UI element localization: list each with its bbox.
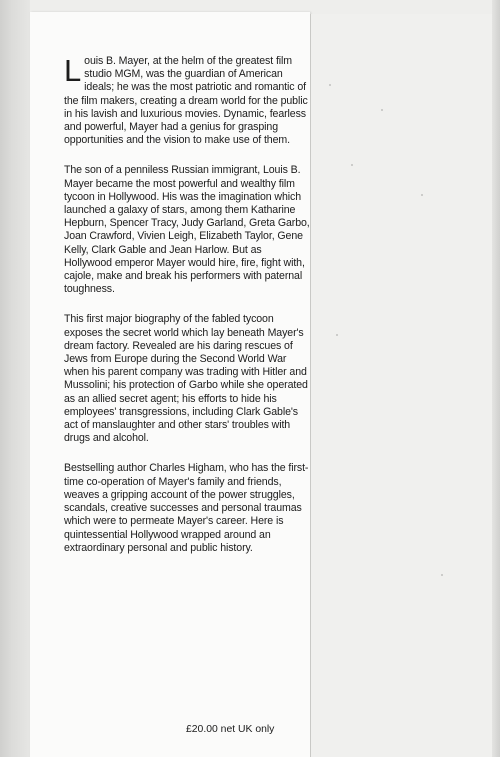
price-label: £20.00 net UK only <box>186 724 275 735</box>
book-board <box>310 14 500 757</box>
blurb-paragraph-1-text: ouis B. Mayer, at the helm of the greatest film studio MGM, was the guardian of American ideals; he was the most patriotic and romantic of the film makers, creating a dream world for the public in his lavish and luxurious movies. Dynamic, fearless and powerful, Mayer had a genius for grasping opportunities and the vision to make use of them. <box>64 55 308 147</box>
blurb-paragraph-1 <box>64 55 310 147</box>
dust-speck <box>421 194 423 196</box>
blurb-paragraph-2: The son of a penniless Russian immigrant, Louis B. Mayer became the most powerful and wealthy film tycoon in Hollywood. His was the imagination which launched a galaxy of stars, among them Katharine Hepburn, Spencer Tracy, Judy Garland, Greta Garbo, Joan Crawford, Vivien Leigh, Elizabeth Taylor, Gene Kelly, Clark Gable and Jean Harlow. But as Hollywood emperor Mayer would hire, fire, fight with, cajole, make and break his performers with paternal toughness. <box>64 164 310 296</box>
jacket-right-edge <box>492 0 500 757</box>
dust-speck <box>351 164 353 166</box>
dust-speck <box>329 84 331 86</box>
dust-speck <box>336 334 338 336</box>
dust-speck <box>441 574 443 576</box>
blurb-paragraph-3: This first major biography of the fabled tycoon exposes the secret world which lay beneath Mayer's dream factory. Revealed are his daring rescues of Jews from Europe during the Second World War when his parent company was trading with Hitler and Mussolini; his protection of Garbo while she operated as an allied secret agent; his efforts to hide his employees' transgressions, including Clark Gable's act of manslaughter and other stars' troubles with drugs and alcohol. <box>64 313 308 445</box>
dust-speck <box>381 109 383 111</box>
blurb-paragraph-4: Bestselling author Charles Higham, who has the first-time co-operation of Mayer's family and friends, weaves a gripping account of the power struggles, scandals, creative successes and personal traumas which were to permeate Mayer's career. Here is quintessential Hollywood wrapped around an extraordinary personal and public history. <box>64 462 309 554</box>
drop-cap: L <box>64 53 82 88</box>
jacket-blurb <box>64 55 310 572</box>
jacket-fold-shadow <box>0 0 30 757</box>
